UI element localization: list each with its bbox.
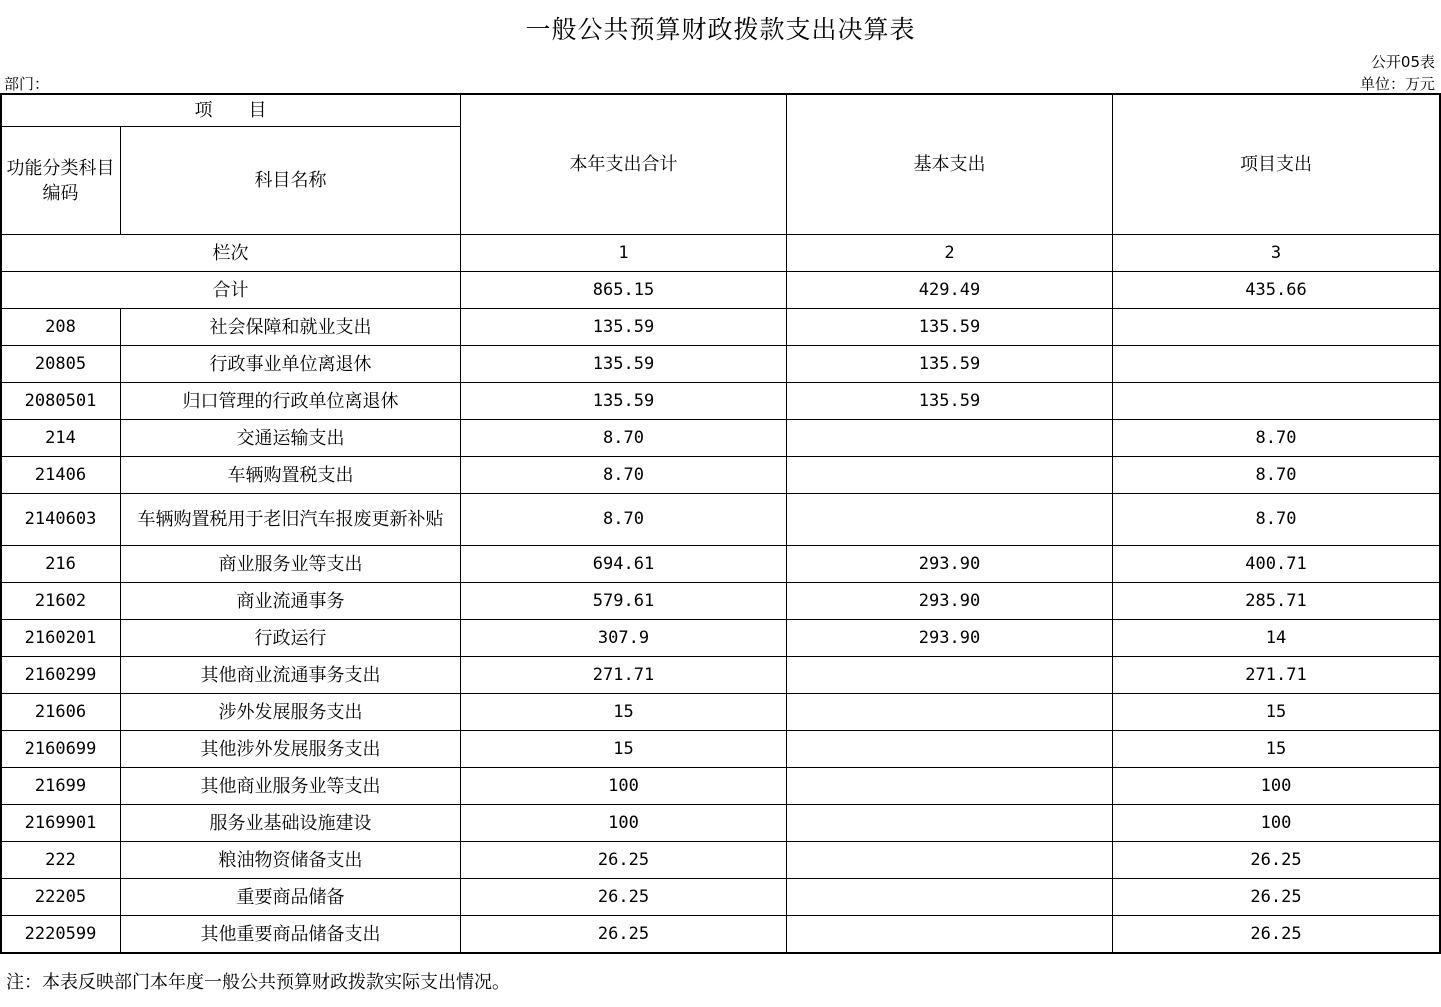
total-row-total: 865.15 [461,272,787,309]
row-code: 21606 [1,694,121,731]
table-row [1,583,1440,620]
row-total: 579.61 [461,583,787,620]
row-total: 271.71 [461,657,787,694]
row-name: 其他重要商品储备支出 [121,916,461,953]
name-header: 科目名称 [121,127,461,235]
row-total: 135.59 [461,383,787,420]
row-name: 粮油物资储备支出 [121,842,461,879]
row-project [1113,309,1440,346]
row-total: 100 [461,805,787,842]
row-total: 8.70 [461,457,787,494]
unit-label: 单位：万元 [1359,75,1435,93]
row-project: 26.25 [1113,879,1440,916]
row-total: 26.25 [461,842,787,879]
row-project: 400.71 [1113,546,1440,583]
row-total: 26.25 [461,916,787,953]
row-code: 21602 [1,583,121,620]
table-row [1,383,1440,420]
row-basic: 293.90 [787,583,1113,620]
row-basic [787,457,1113,494]
row-code: 20805 [1,346,121,383]
row-project: 14 [1113,620,1440,657]
column-index-2: 2 [787,235,1113,272]
row-name: 车辆购置税支出 [121,457,461,494]
row-code: 2160201 [1,620,121,657]
code-header: 功能分类科目编码 [1,127,121,235]
row-name: 行政事业单位离退休 [121,346,461,383]
row-name: 重要商品储备 [121,879,461,916]
row-name: 涉外发展服务支出 [121,694,461,731]
table-row [1,494,1440,546]
row-project: 15 [1113,694,1440,731]
row-basic [787,657,1113,694]
row-project [1113,346,1440,383]
row-basic: 293.90 [787,546,1113,583]
row-basic [787,768,1113,805]
table-row [1,805,1440,842]
department-label: 部门： [4,75,50,93]
row-code: 21699 [1,768,121,805]
row-basic [787,916,1113,953]
row-name: 服务业基础设施建设 [121,805,461,842]
row-basic: 135.59 [787,383,1113,420]
row-total: 26.25 [461,879,787,916]
row-code: 222 [1,842,121,879]
column-index-row [1,235,1440,272]
row-basic [787,494,1113,546]
row-total: 100 [461,768,787,805]
row-basic [787,842,1113,879]
table-row [1,916,1440,953]
total-row [1,272,1440,309]
row-total: 694.61 [461,546,787,583]
row-code: 214 [1,420,121,457]
form-number: 公开05表 [1370,53,1435,71]
row-name: 其他商业服务业等支出 [121,768,461,805]
row-code: 2220599 [1,916,121,953]
column-index-3: 3 [1113,235,1440,272]
row-name: 其他商业流通事务支出 [121,657,461,694]
table-row [1,420,1440,457]
row-basic [787,879,1113,916]
row-code: 2140603 [1,494,121,546]
row-project: 100 [1113,768,1440,805]
item-header: 项 目 [1,94,461,127]
row-basic [787,694,1113,731]
row-project: 285.71 [1113,583,1440,620]
row-code: 2160299 [1,657,121,694]
row-code: 21406 [1,457,121,494]
row-name: 商业流通事务 [121,583,461,620]
row-basic: 135.59 [787,309,1113,346]
table-row [1,768,1440,805]
row-total: 8.70 [461,494,787,546]
total-row-project: 435.66 [1113,272,1440,309]
row-name: 商业服务业等支出 [121,546,461,583]
row-project [1113,383,1440,420]
table-row [1,620,1440,657]
total-row-label: 合计 [1,272,461,309]
row-project: 26.25 [1113,916,1440,953]
table-row [1,694,1440,731]
row-project: 26.25 [1113,842,1440,879]
row-total: 15 [461,694,787,731]
row-basic [787,805,1113,842]
row-name: 行政运行 [121,620,461,657]
row-name: 其他涉外发展服务支出 [121,731,461,768]
page-title: 一般公共预算财政拨款支出决算表 [525,15,916,44]
basic-header: 基本支出 [787,94,1113,235]
row-code: 2160699 [1,731,121,768]
row-code: 22205 [1,879,121,916]
row-project: 15 [1113,731,1440,768]
row-name: 社会保障和就业支出 [121,309,461,346]
row-code: 216 [1,546,121,583]
table-row [1,546,1440,583]
expenditure-table [0,93,1440,953]
row-name: 车辆购置税用于老旧汽车报废更新补贴 [121,494,461,546]
table-row [1,346,1440,383]
row-basic [787,420,1113,457]
header-row-top [1,94,1440,127]
column-index-1: 1 [461,235,787,272]
row-total: 135.59 [461,309,787,346]
table-row [1,457,1440,494]
row-project: 271.71 [1113,657,1440,694]
total-header: 本年支出合计 [461,94,787,235]
row-name: 交通运输支出 [121,420,461,457]
table-row [1,842,1440,879]
row-project: 8.70 [1113,494,1440,546]
total-row-basic: 429.49 [787,272,1113,309]
table-row [1,879,1440,916]
row-name: 归口管理的行政单位离退休 [121,383,461,420]
row-total: 15 [461,731,787,768]
row-total: 307.9 [461,620,787,657]
row-basic: 135.59 [787,346,1113,383]
row-basic [787,731,1113,768]
row-total: 135.59 [461,346,787,383]
table-row [1,309,1440,346]
footnote: 注：本表反映部门本年度一般公共预算财政拨款实际支出情况。 [6,972,510,993]
row-project: 8.70 [1113,420,1440,457]
row-basic: 293.90 [787,620,1113,657]
column-index-label: 栏次 [1,235,461,272]
row-code: 208 [1,309,121,346]
table-row [1,657,1440,694]
row-code: 2080501 [1,383,121,420]
row-project: 100 [1113,805,1440,842]
project-header: 项目支出 [1113,94,1440,235]
table-row [1,731,1440,768]
row-code: 2169901 [1,805,121,842]
row-project: 8.70 [1113,457,1440,494]
row-total: 8.70 [461,420,787,457]
